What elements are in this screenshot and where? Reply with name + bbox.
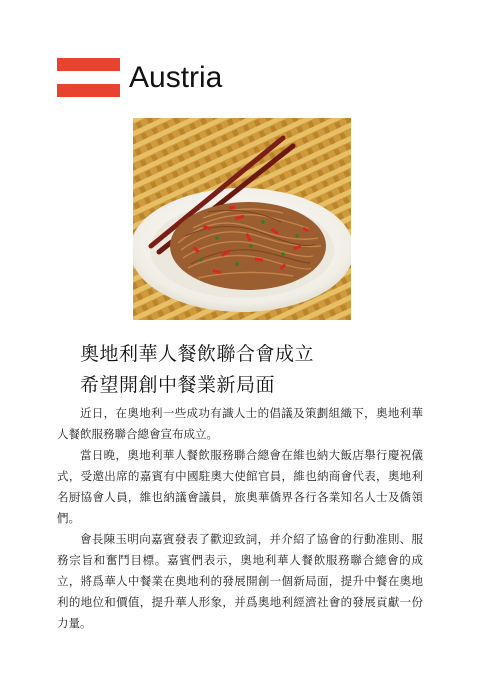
article-paragraph: 近日，在奧地利一些成功有識人士的倡議及策劃組織下，奧地利華人餐飲服務聯合總會宣布成立。 xyxy=(57,406,423,441)
stir-fried-shredded-dish-photo-icon xyxy=(133,118,351,320)
article-paragraph: 當日晚，奧地利華人餐飲服務聯合總會在維也納大飯店舉行慶祝儀式，受邀出席的嘉賓有中國駐奧大使館官員，維也納商會代表，奧地利名厨協會人員，維也納議會議員，旅奧華僑界各行各業知名人士及僑領們。 xyxy=(57,448,423,525)
austria-flag xyxy=(57,58,120,97)
country-heading: Austria xyxy=(129,61,223,94)
article-body xyxy=(57,403,423,634)
article-title-line-1: 奧地利華人餐飲聯合會成立 xyxy=(80,343,315,365)
dish-photo xyxy=(133,118,351,320)
article-paragraph: 會長陳玉明向嘉賓發表了歡迎致詞，并介紹了協會的行動准則、服務宗旨和奮鬥目標。嘉賓們表示，奧地利華人餐飲服務聯合總會的成立，將爲華人中餐業在奧地利的發展開創一個新局面，提升中餐在奧地利的地位和價值，提升華人形象，并爲奧地利經濟社會的發展貢獻一份力量。 xyxy=(57,532,423,630)
flag-band-top xyxy=(57,58,120,71)
flag-band-middle xyxy=(57,71,120,84)
flag-band-bottom xyxy=(57,84,120,97)
article-title-line-2: 希望開創中餐業新局面 xyxy=(80,374,276,396)
